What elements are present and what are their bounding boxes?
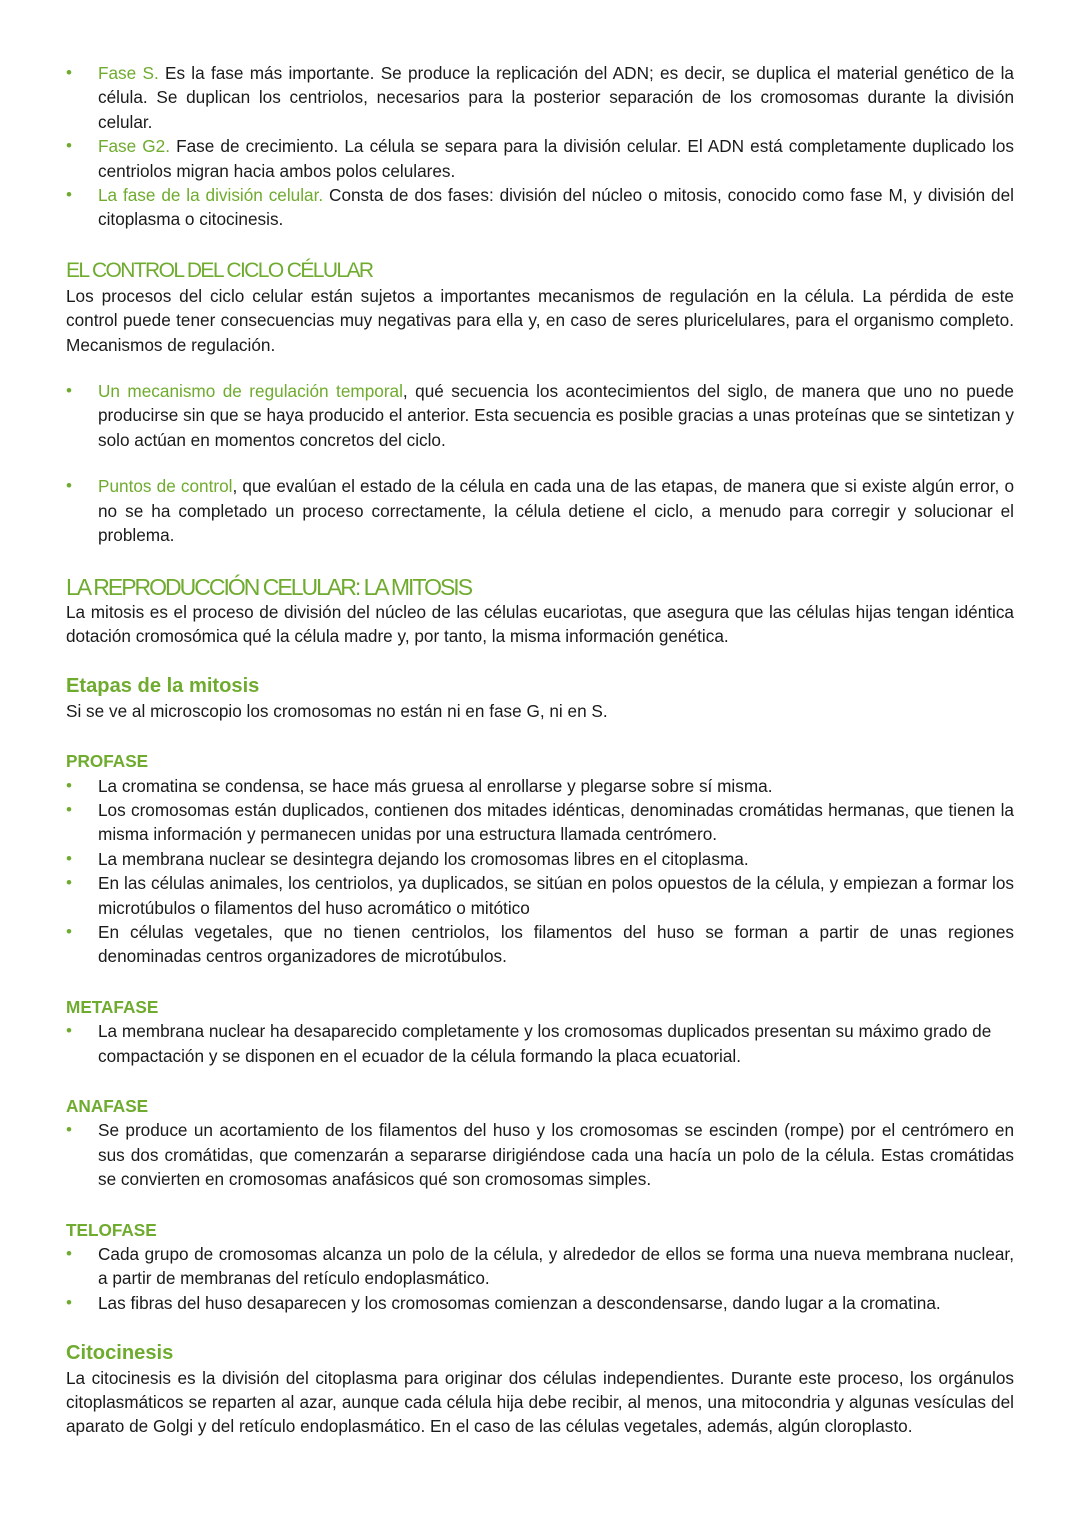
term-label: Fase S. xyxy=(98,63,159,83)
list-item: • La membrana nuclear ha desaparecido completamente y los cromosomas duplicados presentan su máximo grado de compactación y se disponen en el ecuador de la célula formando la placa ecuatorial. xyxy=(66,1019,1014,1068)
term-label: Un mecanismo de regulación temporal xyxy=(98,381,403,402)
term-label: La fase de la división celular. xyxy=(98,185,324,206)
control-paragraph: Los procesos del ciclo celular están sujetos a importantes mecanismos de regulación en la célula. La pérdida de este control puede tener consecuencias muy negativas para ella y, en caso de seres pluricelulares, para el organismo completo. Mecanismos de regulación. xyxy=(66,285,1014,355)
list-item: • Los cromosomas están duplicados, contienen dos mitades idénticas, denominadas cromátidas hermanas, que tienen la misma información y permanecen unidas por una estructura llamada centrómero. xyxy=(66,798,1014,847)
list-item: • Cada grupo de cromosomas alcanza un polo de la célula, y alrededor de ellos se forma una nueva membrana nuclear, a partir de membranas del retículo endoplasmático. xyxy=(66,1242,1014,1291)
list-item: • Las fibras del huso desaparecen y los cromosomas comienzan a descondensarse, dando lugar a la cromatina. xyxy=(66,1291,1014,1315)
mitosis-paragraph: La mitosis es el proceso de división del núcleo de las células eucariotas, que asegura que las células hijas tengan idéntica dotación cromosómica qué la célula madre y, por tanto, la misma información genética. xyxy=(66,601,1014,646)
list-item xyxy=(66,474,1014,547)
telofase-list xyxy=(66,1242,1014,1315)
list-item xyxy=(66,134,1014,183)
citocinesis-paragraph: La citocinesis es la división del citoplasma para originar dos células independientes. Durante este proceso, los orgánulos citoplasmáticos se reparten al azar, aunque cada célula hija debe recibir, al menos, una mitocondria y algunas vesículas del aparato de Golgi y del retículo endoplasmático. En el caso de las células vegetales, además, algún cloroplasto. xyxy=(66,1367,1014,1437)
term-label: Puntos de control xyxy=(98,476,233,497)
list-item xyxy=(66,61,1014,134)
profase-title: PROFASE xyxy=(66,751,149,772)
citocinesis-heading: Citocinesis xyxy=(66,1342,174,1365)
list-item: • La membrana nuclear se desintegra dejando los cromosomas libres en el citoplasma. xyxy=(66,847,1014,871)
stages-heading: Etapas de la mitosis xyxy=(66,675,260,698)
metafase-list xyxy=(66,1019,1014,1068)
list-item xyxy=(66,379,1014,452)
metafase-title: METAFASE xyxy=(66,996,159,1017)
control-list-2 xyxy=(66,474,1014,547)
stages-intro: Si se ve al microscopio los cromosomas no están ni en fase G, ni en S. xyxy=(66,700,608,721)
list-item: • En las células animales, los centriolos, ya duplicados, se sitúan en polos opuestos de la célula, y empiezan a formar los microtúbulos o filamentos del huso acromático o mitótico xyxy=(66,871,1014,920)
term-text: , qué secuencia los acontecimientos del siglo, de manera que uno no puede producirse sin que se haya producido el anterior. Esta secuencia es posible gracias a unas proteínas que se sintetizan y solo actúan en momentos concretos del ciclo. xyxy=(98,381,1014,450)
list-item: • Se produce un acortamiento de los filamentos del huso y los cromosomas se escinden (rompe) por el centrómero en sus dos cromátidas, que comenzarán a separarse dirigiéndose cada una hacía un polo de la célula. Estas cromátidas se convierten en cromosomas anafásicos qué son cromosomas simples. xyxy=(66,1118,1014,1191)
term-label: Fase G2. xyxy=(98,136,171,157)
term-text: Fase de crecimiento. La célula se separa para la división celular. El ADN está completamente duplicado los centriolos migran hacia ambos polos celulares. xyxy=(98,136,1014,181)
phase-list xyxy=(66,61,1014,232)
anafase-title: ANAFASE xyxy=(66,1096,149,1116)
document-page xyxy=(66,61,1014,1439)
control-list xyxy=(66,379,1014,452)
profase-list xyxy=(66,774,1014,969)
section-heading-mitosis: LA REPRODUCCIÓN CELULAR: LA MITOSIS xyxy=(66,573,472,600)
telofase-title: TELOFASE xyxy=(66,1219,157,1240)
term-text: Consta de dos fases: división del núcleo o mitosis, conocido como fase M, y división del citoplasma o citocinesis. xyxy=(98,185,1014,230)
section-heading-control: EL CONTROL DEL CICLO CÉLULAR xyxy=(66,258,373,282)
list-item: • En células vegetales, que no tienen centriolos, los filamentos del huso se forman a partir de unas regiones denominadas centros organizadores de microtúbulos. xyxy=(66,920,1014,969)
list-item xyxy=(66,183,1014,232)
term-text: Es la fase más importante. Se produce la replicación del ADN; es decir, se duplica el material genético de la célula. Se duplican los centriolos, necesarios para la posterior separación de los cromosomas durante la división celular. xyxy=(98,63,1014,132)
list-item: • La cromatina se condensa, se hace más gruesa al enrollarse y plegarse sobre sí misma. xyxy=(66,774,1014,798)
term-text: , que evalúan el estado de la célula en cada una de las etapas, de manera que si existe algún error, o no se ha completado un proceso correctamente, la célula detiene el ciclo, a menudo para corregir y solucionar el problema. xyxy=(98,476,1014,546)
anafase-list xyxy=(66,1118,1014,1191)
